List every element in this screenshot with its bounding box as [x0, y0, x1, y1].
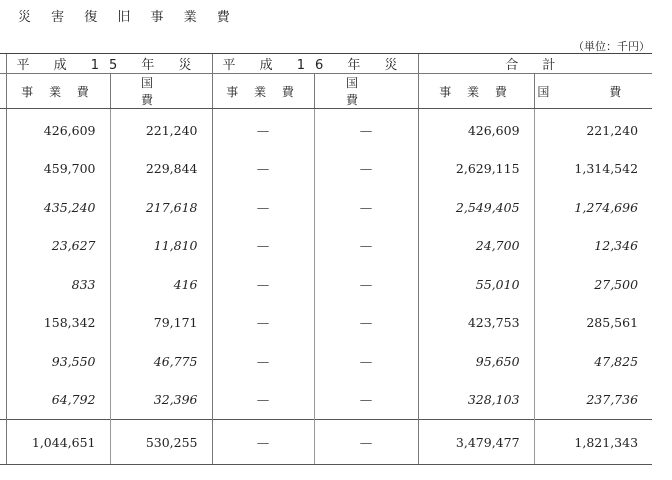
group-header-row [0, 54, 652, 74]
table-body [0, 109, 652, 420]
subheader-total-national-cost: 国 費 [534, 74, 652, 109]
table-cell: — [314, 265, 418, 304]
table-cell: 285,561 [534, 304, 652, 343]
table-cell: 47,825 [534, 342, 652, 381]
total-cell: 1,044,651 [6, 420, 110, 465]
total-cell: 3,479,477 [418, 420, 534, 465]
table-cell: 426,609 [6, 109, 110, 150]
table-cell: — [212, 381, 314, 420]
unit-label: （単位：千円） [573, 40, 650, 53]
table-cell: 12,346 [534, 227, 652, 266]
group-header-total: 合 計 [418, 54, 652, 74]
table-cell: 459,700 [6, 150, 110, 189]
table-cell: 217,618 [110, 188, 212, 227]
table-row [0, 304, 652, 343]
table-cell: 158,342 [6, 304, 110, 343]
table-cell: 2,629,115 [418, 150, 534, 189]
total-cell: — [212, 420, 314, 465]
table-cell: 426,609 [418, 109, 534, 150]
table-cell: — [212, 188, 314, 227]
table-cell: — [314, 381, 418, 420]
disaster-recovery-table [0, 53, 652, 465]
group-header-h15: 平 成 15 年 災 [6, 54, 212, 74]
table-row [0, 227, 652, 266]
table-row [0, 188, 652, 227]
table-row [0, 381, 652, 420]
subheader-h15-project-cost: 事 業 費 [6, 74, 110, 109]
table-cell: — [314, 109, 418, 150]
table-cell: 95,650 [418, 342, 534, 381]
table-cell: — [314, 227, 418, 266]
table-row [0, 150, 652, 189]
table-cell: — [212, 342, 314, 381]
table-cell: 64,792 [6, 381, 110, 420]
table-cell: — [314, 188, 418, 227]
table-cell: 1,274,696 [534, 188, 652, 227]
table-cell: 221,240 [534, 109, 652, 150]
table-cell: 23,627 [6, 227, 110, 266]
table-cell: 1,314,542 [534, 150, 652, 189]
table-cell: 79,171 [110, 304, 212, 343]
table-row [0, 265, 652, 304]
table-row [0, 342, 652, 381]
total-cell: 530,255 [110, 420, 212, 465]
table-row [0, 109, 652, 150]
table-cell: 423,753 [418, 304, 534, 343]
group-header-h16: 平 成 16 年 災 [212, 54, 418, 74]
table-cell: 11,810 [110, 227, 212, 266]
table-cell: 93,550 [6, 342, 110, 381]
table-cell: 416 [110, 265, 212, 304]
table-cell: — [212, 265, 314, 304]
table-cell: — [212, 109, 314, 150]
sub-header-row [0, 74, 652, 109]
subheader-h16-national-cost: 国 費 [314, 74, 418, 109]
table-cell: 237,736 [534, 381, 652, 420]
table-cell: — [314, 304, 418, 343]
table-cell: 229,844 [110, 150, 212, 189]
table-cell: 2,549,405 [418, 188, 534, 227]
table-cell: 27,500 [534, 265, 652, 304]
table-cell: 32,396 [110, 381, 212, 420]
table-cell: 435,240 [6, 188, 110, 227]
table-cell: 833 [6, 265, 110, 304]
table-cell: 328,103 [418, 381, 534, 420]
subheader-total-project-cost: 事 業 費 [418, 74, 534, 109]
table-cell: 46,775 [110, 342, 212, 381]
total-cell: 1,821,343 [534, 420, 652, 465]
table-cell: — [212, 227, 314, 266]
subheader-h15-national-cost: 国 費 [110, 74, 212, 109]
subheader-h16-project-cost: 事 業 費 [212, 74, 314, 109]
page-title: 災 害 復 旧 事 業 費 [18, 10, 238, 25]
total-row [0, 420, 652, 465]
table-cell: — [212, 150, 314, 189]
table-cell: — [314, 342, 418, 381]
table-cell: — [314, 150, 418, 189]
table-cell: 221,240 [110, 109, 212, 150]
total-cell: — [314, 420, 418, 465]
table-cell: — [212, 304, 314, 343]
table-cell: 24,700 [418, 227, 534, 266]
table-cell: 55,010 [418, 265, 534, 304]
